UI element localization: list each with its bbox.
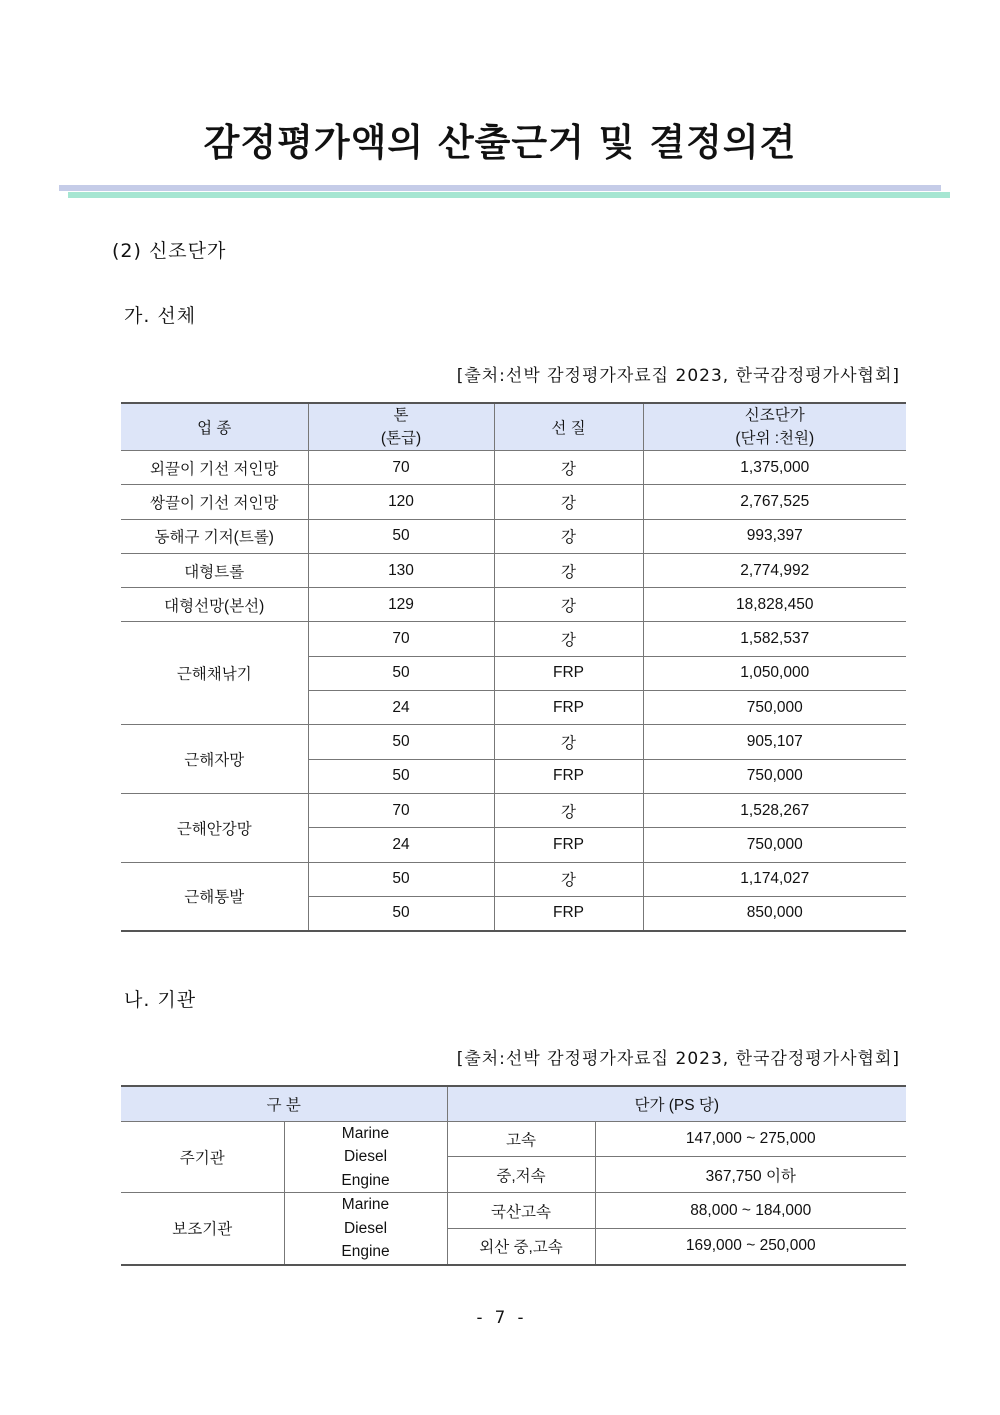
engine-type-line: Diesel [343,1148,388,1165]
cell-price: 850,000 [643,896,906,930]
cell-type: 근해통발 [121,862,308,931]
hull-source-note: [출처:선박 감정평가자료집 2023, 한국감정평가사협회] [456,366,900,386]
table-row [121,485,906,519]
cell-price: 1,582,537 [643,622,906,656]
table-row [121,725,906,759]
cell-ton: 24 [308,828,494,862]
hull-price-table [121,402,906,932]
cell-material: FRP [494,896,643,930]
cell-engine-group: 주기관 [121,1121,284,1193]
cell-material: 강 [494,862,643,896]
page-number: - 7 - [474,1308,526,1328]
cell-ton: 70 [308,793,494,827]
engine-price-table [121,1085,906,1266]
title-underline-top [59,185,941,191]
cell-material: FRP [494,691,643,725]
cell-ton: 70 [308,622,494,656]
cell-material: 강 [494,553,643,587]
cell-material: FRP [494,828,643,862]
engine-type-line: Marine [341,1196,390,1213]
title-underline-bottom [68,192,950,198]
cell-price: 750,000 [643,828,906,862]
cell-material: FRP [494,759,643,793]
col-header-unit-price: 단가 (PS 당) [447,1086,906,1121]
col-header-price-sub: (단위 :천원) [735,430,815,447]
table-row [121,553,906,587]
table-header-row [121,403,906,451]
cell-unit-price: 169,000 ~ 250,000 [595,1229,906,1265]
col-header-ton-sub: (톤급) [380,430,422,447]
cell-material: 강 [494,725,643,759]
cell-type: 근해자망 [121,725,308,794]
table-row [121,622,906,656]
cell-speed-class: 중,저속 [447,1157,595,1193]
cell-material: FRP [494,656,643,690]
cell-price: 1,174,027 [643,862,906,896]
cell-ton: 50 [308,725,494,759]
col-header-price-label: 신조단가 [744,407,805,424]
engine-source-note: [출처:선박 감정평가자료집 2023, 한국감정평가사협회] [456,1049,900,1069]
cell-ton: 129 [308,588,494,622]
cell-speed-class: 외산 중,고속 [447,1229,595,1265]
cell-unit-price: 147,000 ~ 275,000 [595,1121,906,1157]
cell-ton: 50 [308,656,494,690]
cell-ton: 130 [308,553,494,587]
cell-type: 외끌이 기선 저인망 [121,451,308,485]
cell-ton: 50 [308,519,494,553]
col-header-type: 업 종 [121,403,308,451]
cell-ton: 50 [308,759,494,793]
cell-price: 905,107 [643,725,906,759]
cell-material: 강 [494,588,643,622]
cell-ton: 50 [308,896,494,930]
cell-unit-price: 367,750 이하 [595,1157,906,1193]
table-row [121,588,906,622]
table-row [121,1121,906,1157]
cell-unit-price: 88,000 ~ 184,000 [595,1193,906,1229]
section-heading: (2) 신조단가 [112,240,227,262]
col-header-ton-label: 톤 [393,407,409,424]
page-title: 감정평가액의 산출근거 및 결정의견 [203,121,797,164]
cell-price: 1,528,267 [643,793,906,827]
engine-type-line: Marine [341,1124,390,1142]
cell-price: 993,397 [643,519,906,553]
cell-price: 18,828,450 [643,588,906,622]
table-row [121,451,906,485]
cell-price: 2,774,992 [643,553,906,587]
cell-ton: 120 [308,485,494,519]
engine-type-line: Diesel [343,1219,388,1237]
cell-type: 동해구 기저(트롤) [121,519,308,553]
cell-material: 강 [494,451,643,485]
cell-type: 근해안강망 [121,793,308,862]
cell-engine-type [284,1121,447,1193]
cell-price: 2,767,525 [643,485,906,519]
cell-price: 750,000 [643,759,906,793]
table-row [121,862,906,896]
table-row [121,793,906,827]
cell-material: 강 [494,485,643,519]
table-header-row [121,1086,906,1121]
cell-price: 750,000 [643,691,906,725]
col-header-price [643,403,906,451]
cell-ton: 24 [308,691,494,725]
cell-engine-group: 보조기관 [121,1193,284,1265]
cell-type: 대형트롤 [121,553,308,587]
cell-material: 강 [494,793,643,827]
cell-price: 1,050,000 [643,656,906,690]
cell-type: 쌍끌이 기선 저인망 [121,485,308,519]
col-header-category: 구 분 [121,1086,447,1121]
cell-price: 1,375,000 [643,451,906,485]
cell-type: 대형선망(본선) [121,588,308,622]
table-row [121,1193,906,1229]
hull-heading: 가. 선체 [124,305,197,327]
cell-type: 근해채낚기 [121,622,308,725]
cell-material: 강 [494,519,643,553]
cell-speed-class: 고속 [447,1121,595,1157]
engine-type-line: Engine [341,1171,390,1189]
engine-heading: 나. 기관 [124,989,197,1011]
cell-engine-type [284,1193,447,1265]
cell-speed-class: 국산고속 [447,1193,595,1229]
cell-ton: 70 [308,451,494,485]
table-row [121,519,906,553]
col-header-ton [308,403,494,451]
engine-type-line: Engine [341,1243,390,1260]
cell-material: 강 [494,622,643,656]
cell-ton: 50 [308,862,494,896]
col-header-material: 선 질 [494,403,643,451]
